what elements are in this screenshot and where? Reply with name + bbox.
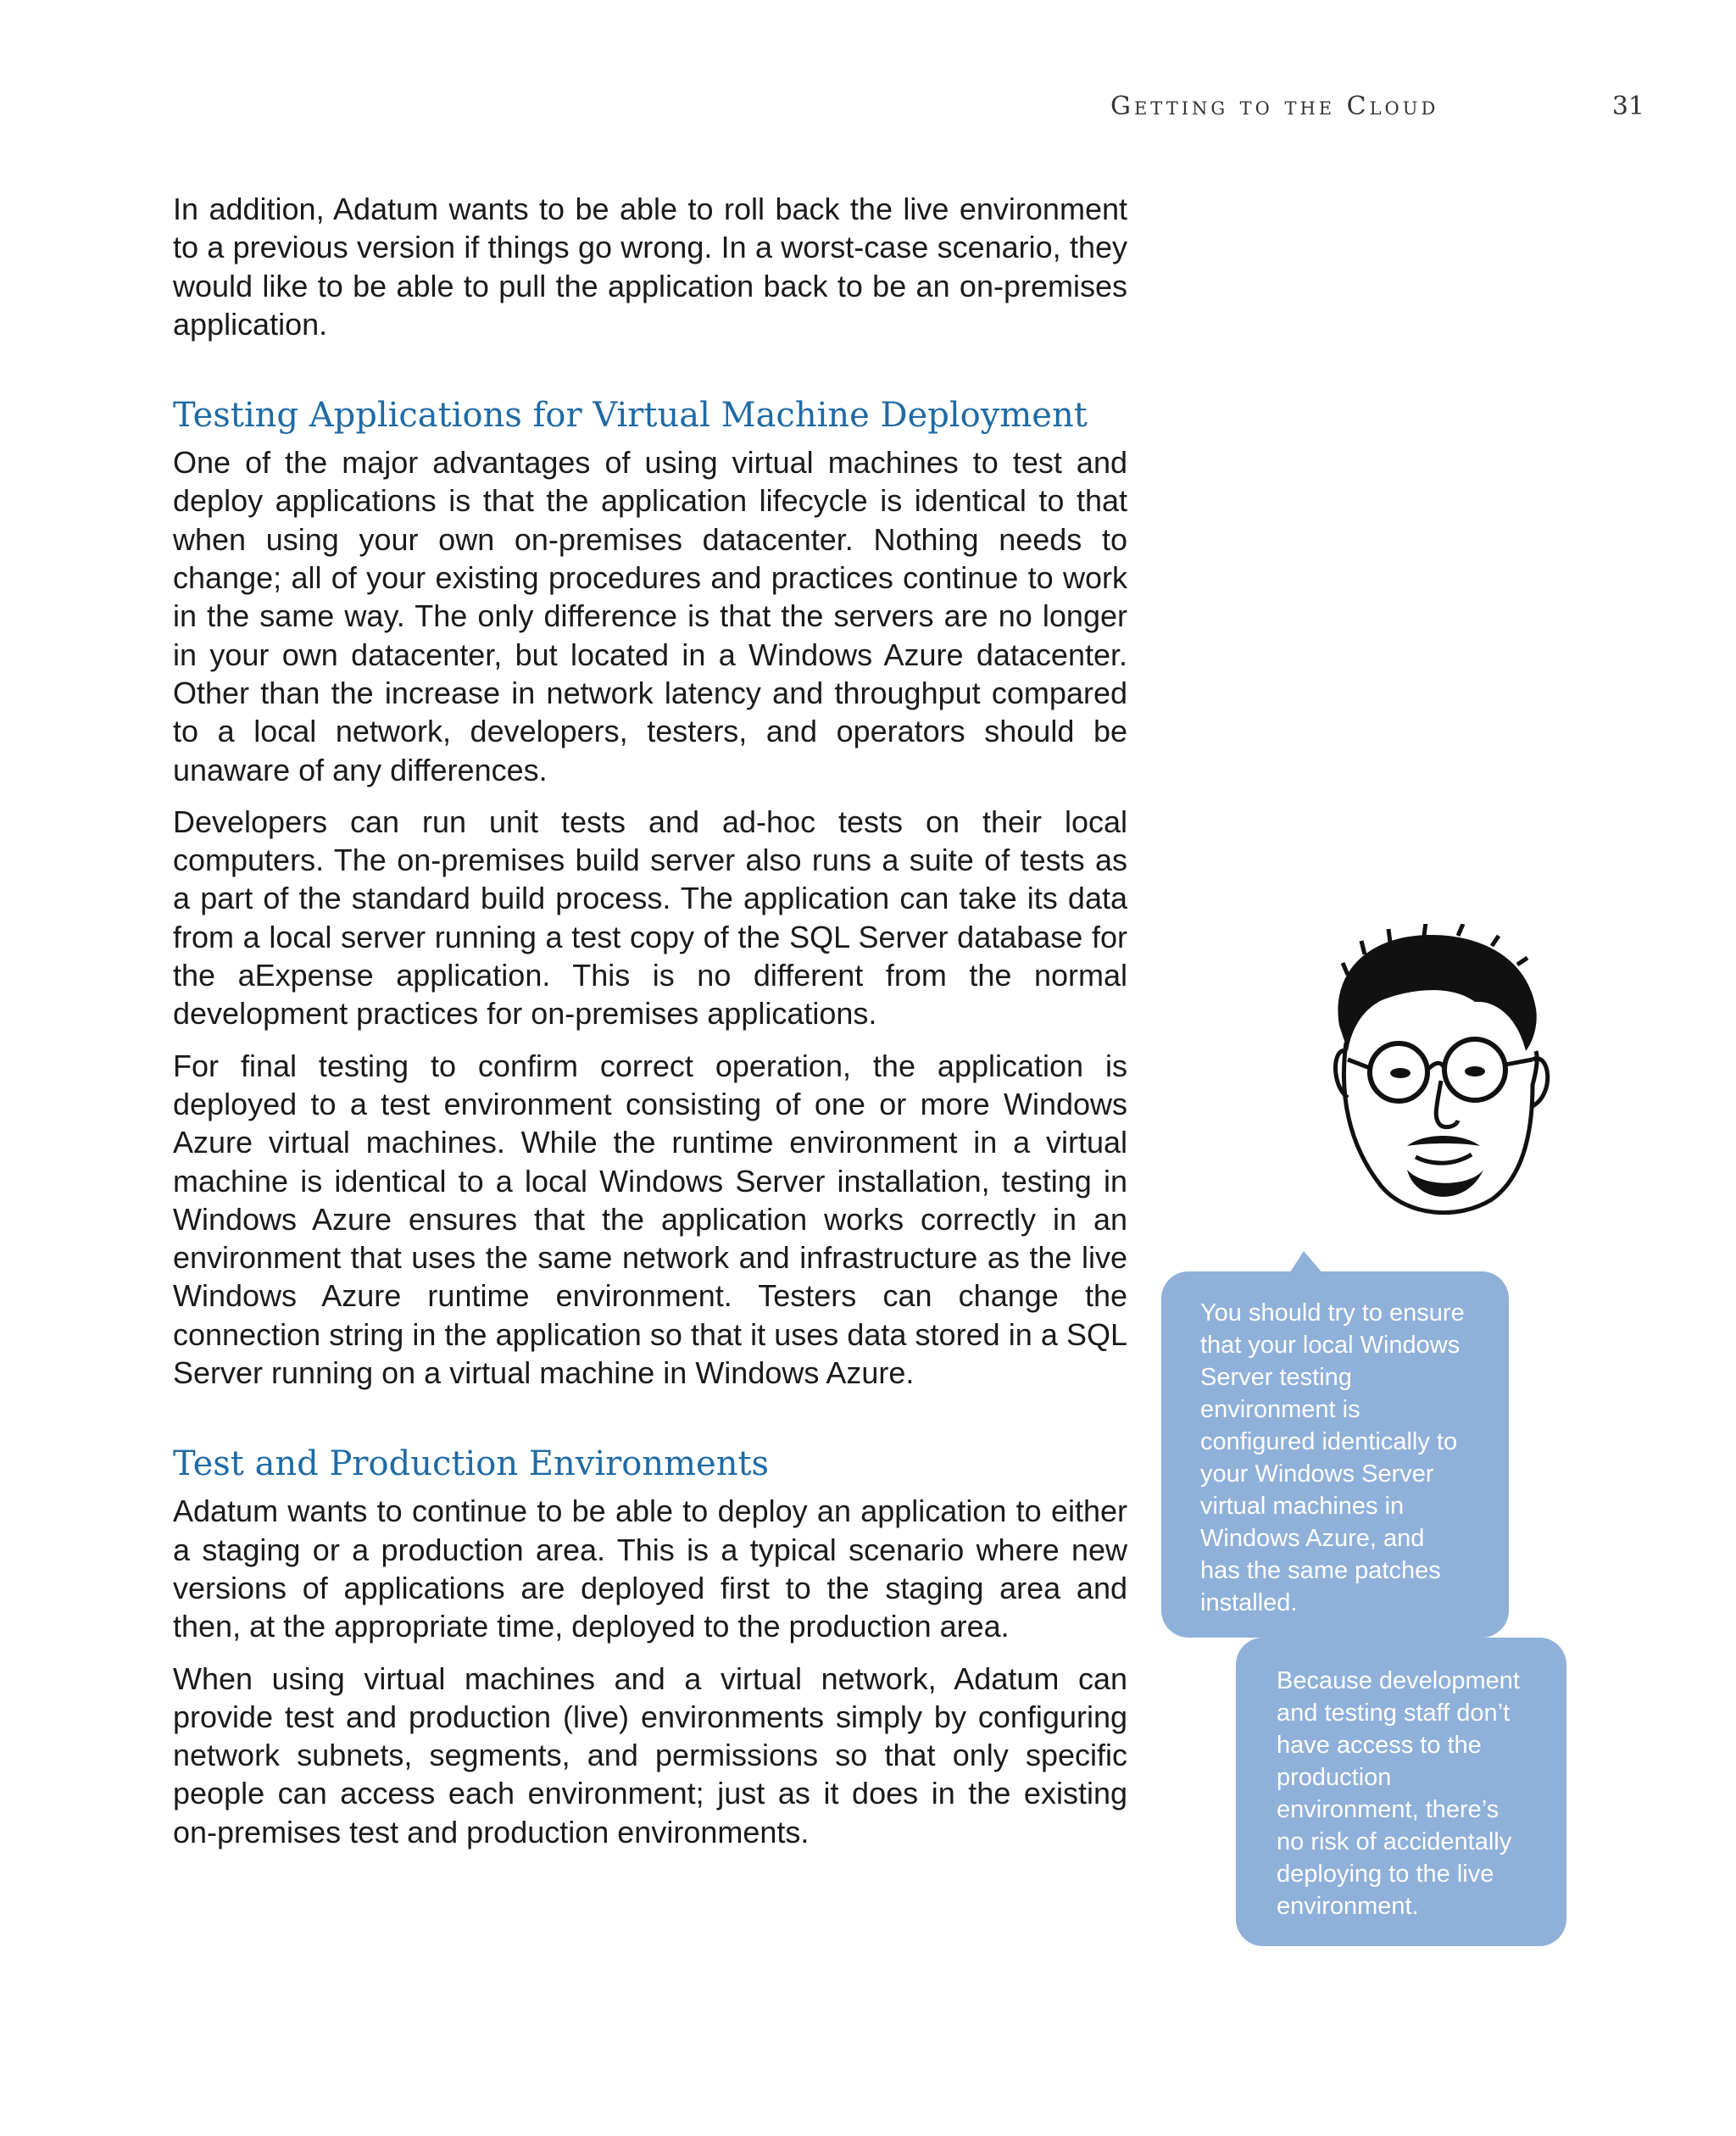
section-heading-testing: Testing Applications for Virtual Machine Deployment bbox=[173, 396, 1088, 436]
bearded-man-with-glasses-icon bbox=[1314, 924, 1568, 1238]
paragraph-virtual-network: When using virtual machines and a virtual network, Adatum can provide test and production (live) environments simply by configuring network subnets, segments, and permissions so that only specific people can access each environment; just as it does in the existing on-premises test and production environments. bbox=[173, 1660, 1127, 1850]
callout-testing-environment-text: You should try to ensure that your local Windows Server testing environment is configured identically to your Windows Server virtual machines in Windows Azure, and has the same patches installed. bbox=[1200, 1299, 1465, 1616]
paragraph-staging: Adatum wants to continue to be able to deploy an application to either a staging or a production area. This is a typical scenario where new versions of applications are deployed first to the staging area and then, at the appropriate time, deployed to the production area. bbox=[173, 1494, 1127, 1644]
callout-testing-environment bbox=[1161, 1271, 1509, 1638]
page-number: 31 bbox=[1611, 92, 1644, 121]
paragraph-rollback: In addition, Adatum wants to be able to roll back the live environment to a previous version if things go wrong. In a worst-case scenario, they would like to be able to pull the application back to be an on-premises application. bbox=[173, 192, 1127, 342]
paragraph-developers: Developers can run unit tests and ad-hoc tests on their local computers. The on-premises build server also runs a suite of tests as a part of the standard build process. The application can take its data from a local server running a test copy of the SQL Server database for the aExpense application. This is no different from the normal development practices for on-premises applications. bbox=[173, 804, 1127, 1032]
main-text bbox=[173, 190, 1127, 1865]
paragraph-final-testing: For final testing to confirm correct operation, the application is deployed to a test environment consisting of one or more Windows Azure virtual machines. While the runtime environment in a virtual machine is identical to a local Windows Server installation, testing in Windows Azure ensures that the application works correctly in an environment that uses the same network and infrastructure as the live Windows Azure runtime environment. Testers can change the connection string in the application so that it uses data stored in a SQL Server running on a virtual machine in Windows Azure. bbox=[173, 1048, 1127, 1391]
callout-production-access bbox=[1236, 1638, 1566, 1946]
section-heading-environments: Test and Production Environments bbox=[173, 1444, 770, 1484]
callout-production-access-text: Because development and testing staff don’t have access to the production environment, there’s no risk of accidentally deploying to the live environment. bbox=[1277, 1667, 1520, 1920]
running-head: Getting to the Cloud bbox=[1110, 92, 1439, 121]
paragraph-vm-advantages: One of the major advantages of using virtual machines to test and deploy applications is that the application lifecycle is identical to that when using your own on-premises datacenter. Nothing needs to change; all of your existing procedures and practices continue to work in the same way. The only difference is that the servers are no longer in your own datacenter, but located in a Windows Azure datacenter. Other than the increase in network latency and throughput compared to a local network, developers, testers, and operators should be unaware of any differences. bbox=[173, 445, 1127, 787]
